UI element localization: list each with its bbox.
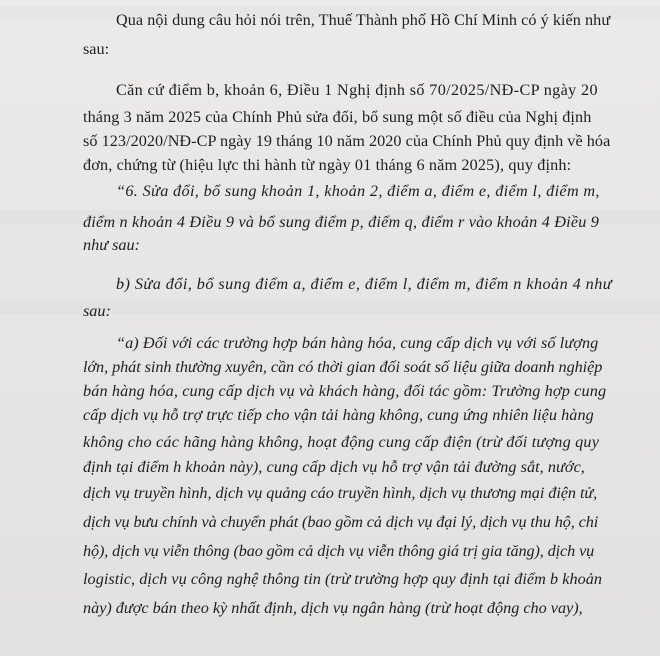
text-line: định tại điểm h khoản này), cung cấp dịch vụ hỗ trợ vận tải đường sắt, nước, [83,458,585,476]
text-line: “a) Đối với các trường hợp bán hàng hóa, cung cấp dịch vụ với số lượng [116,334,599,352]
text-line: “6. Sửa đổi, bổ sung khoản 1, khoản 2, điểm a, điểm e, điểm l, điểm m, [116,182,600,200]
text-line: số 123/2020/NĐ-CP ngày 19 tháng 10 năm 2020 của Chính Phủ quy định về hóa [83,132,611,150]
text-line: dịch vụ truyền hình, dịch vụ quảng cáo truyền hình, dịch vụ thương mại điện tử, [83,484,598,502]
text-line: Qua nội dung câu hỏi nói trên, Thuế Thành phố Hồ Chí Minh có ý kiến như [116,11,611,29]
text-line: bán hàng hóa, cung cấp dịch vụ và khách hàng, đối tác gồm: Trường hợp cung [83,382,607,400]
text-line: sau: [83,40,110,58]
text-line: logistic, dịch vụ công nghệ thông tin (trừ trường hợp quy định tại điểm b khoản [83,570,603,588]
text-line: b) Sửa đổi, bổ sung điểm a, điểm e, điểm l, điểm m, điểm n khoản 4 như [116,275,613,293]
text-line: tháng 3 năm 2025 của Chính Phủ sửa đổi, bổ sung một số điều của Nghị định [83,108,592,126]
text-line: đơn, chứng từ (hiệu lực thi hành từ ngày 01 tháng 6 năm 2025), quy định: [83,156,572,174]
text-line: Căn cứ điểm b, khoản 6, Điều 1 Nghị định số 70/2025/NĐ-CP ngày 20 [116,81,598,99]
text-line: lớn, phát sinh thường xuyên, cần có thời gian đối soát số liệu giữa doanh nghiệp [83,358,603,376]
text-line: sau: [83,302,111,320]
text-line: cấp dịch vụ hỗ trợ trực tiếp cho vận tải hàng không, cung ứng nhiên liệu hàng [83,406,594,424]
text-line: điểm n khoản 4 Điều 9 và bổ sung điểm p, điểm q, điểm r vào khoản 4 Điều 9 [83,213,600,231]
text-line: này) được bán theo kỳ nhất định, dịch vụ ngân hàng (trừ hoạt động cho vay), [83,599,583,617]
text-line: dịch vụ bưu chính và chuyển phát (bao gồm cả dịch vụ đại lý, dịch vụ thu hộ, chi [83,513,599,531]
text-line: hộ), dịch vụ viễn thông (bao gồm cả dịch vụ viễn thông giá trị gia tăng), dịch vụ [83,542,595,560]
text-line: không cho các hãng hàng không, hoạt động cung cấp điện (trừ đối tượng quy [83,433,600,451]
text-line: như sau: [83,236,140,254]
